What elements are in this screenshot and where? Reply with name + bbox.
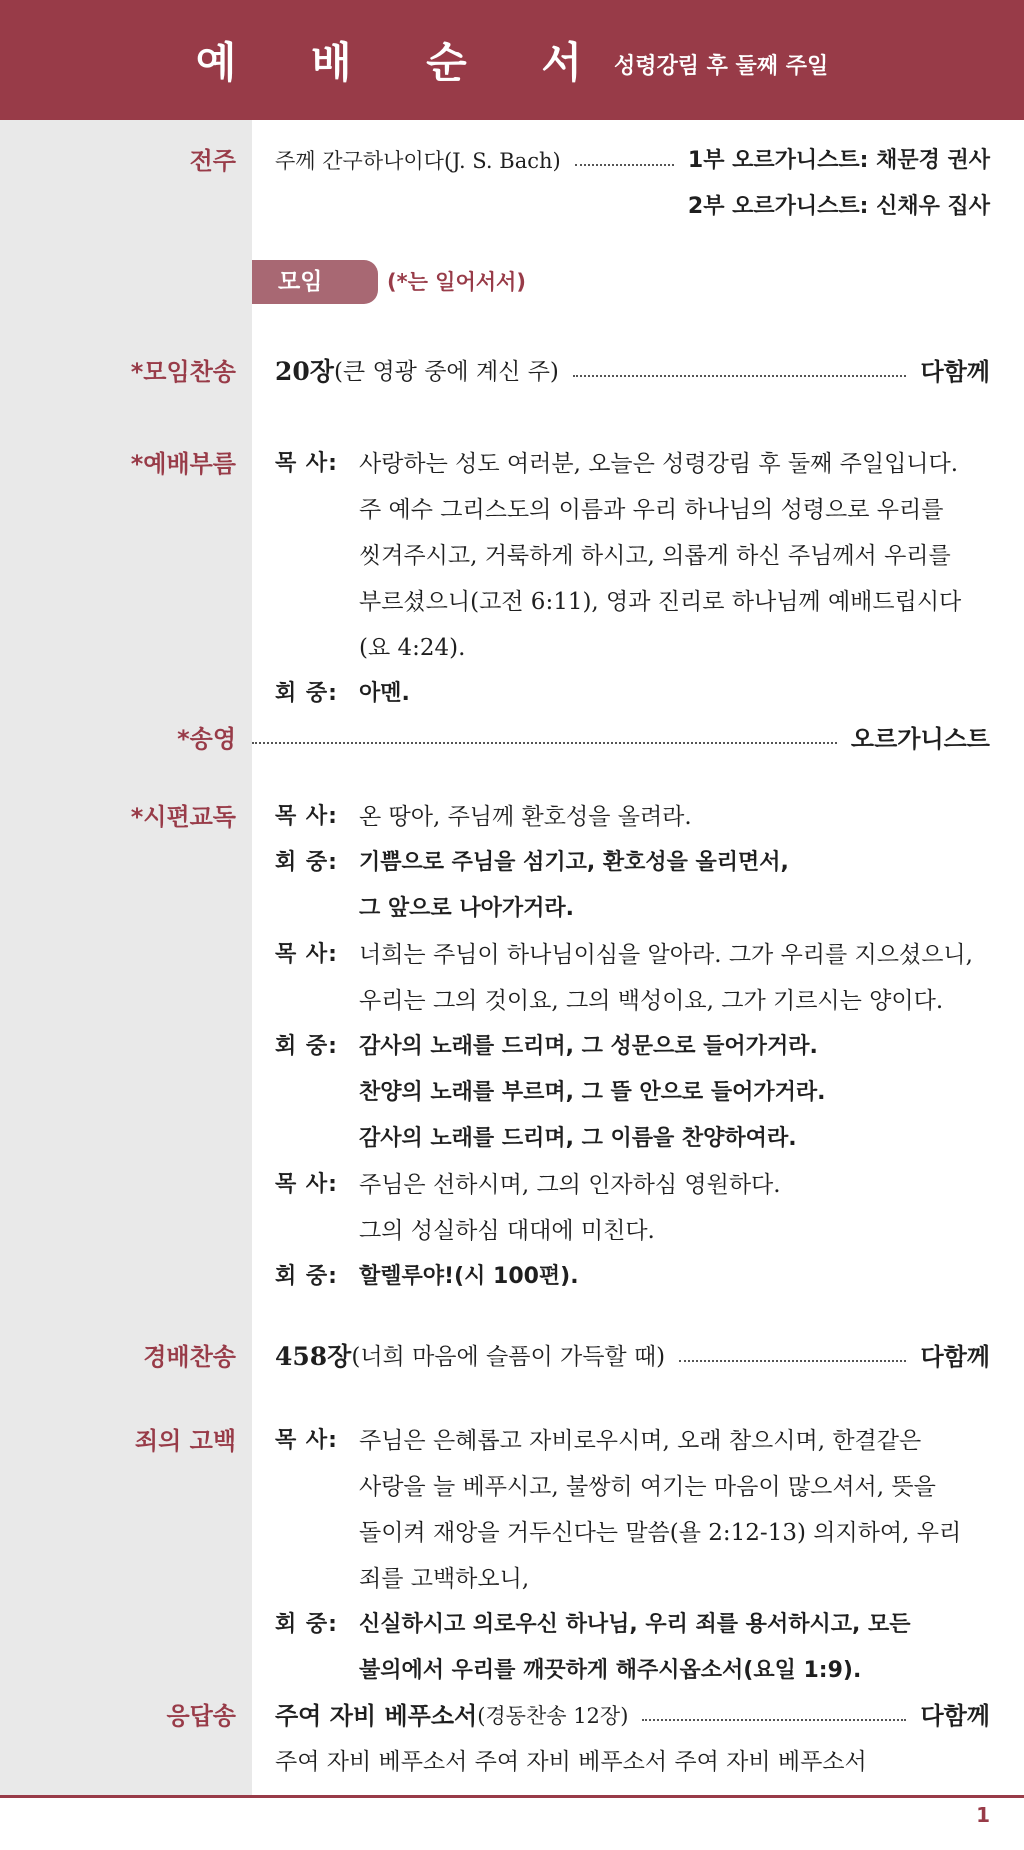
label-confession: 죄의 고백 <box>134 1427 236 1455</box>
dot-leader <box>573 375 907 377</box>
pastor-line <box>275 441 990 671</box>
speaker-tag: 회 중: <box>275 1612 338 1637</box>
hymn-performer: 다함께 <box>920 358 990 386</box>
text-line: 아멘. <box>359 681 410 706</box>
congregation-line <box>275 840 990 932</box>
page-header <box>0 0 1024 120</box>
text-line: 사랑을 늘 베푸시고, 불쌍히 여기는 마음이 많으셔서, 뜻을 <box>359 1474 936 1500</box>
pastor-line <box>275 932 990 1024</box>
footer-divider <box>0 1795 1024 1798</box>
text-line: 감사의 노래를 드리며, 그 성문으로 들어가거라. <box>359 1034 818 1059</box>
text-line: 할렐루야!(시 100편). <box>359 1264 579 1289</box>
response-performer: 다함께 <box>920 1702 990 1730</box>
text-line: (요 4:24). <box>359 635 466 661</box>
hymn-performer: 다함께 <box>920 1343 990 1371</box>
label-call-to-worship: *예배부름 <box>130 450 236 478</box>
speaker-tag: 회 중: <box>275 1264 338 1289</box>
label-prelude: 전주 <box>189 147 236 175</box>
text-line: 주님은 은혜롭고 자비로우시며, 오래 참으시며, 한결같은 <box>359 1428 922 1454</box>
congregation-line <box>275 671 990 717</box>
page-subtitle: 성령강림 후 둘째 주일 <box>613 53 829 79</box>
speaker-tag: 목 사: <box>275 1172 338 1197</box>
organist-2: 2부 오르가니스트: 신채우 집사 <box>687 194 990 219</box>
text-line: 우리는 그의 것이요, 그의 백성이요, 그가 기르시는 양이다. <box>359 988 944 1014</box>
prelude-row <box>275 138 990 230</box>
text-line: 찬양의 노래를 부르며, 그 뜰 안으로 들어가거라. <box>359 1080 826 1105</box>
confession-block <box>275 1418 990 1694</box>
standing-note: (*는 일어서서) <box>387 270 526 294</box>
response-row <box>275 1693 990 1739</box>
pastor-line <box>275 1162 990 1254</box>
hymn-number: 458장 <box>275 1342 352 1371</box>
speaker-tag: 목 사: <box>275 1428 338 1453</box>
response-block <box>275 1693 990 1785</box>
hymn-title: (큰 영광 중에 계신 주) <box>333 359 559 385</box>
label-psalter: *시편교독 <box>130 803 236 831</box>
speaker-tag: 회 중: <box>275 850 338 875</box>
congregation-line <box>275 1024 990 1162</box>
text-line: 너희는 주님이 하나님이심을 알아라. 그가 우리를 지으셨으니, <box>359 942 973 968</box>
label-doxology: *송영 <box>177 725 236 753</box>
hymn-number: 20장 <box>275 357 334 386</box>
text-line: 주 예수 그리스도의 이름과 우리 하나님의 성령으로 우리를 <box>359 497 944 523</box>
speaker-tag: 목 사: <box>275 942 338 967</box>
pastor-line <box>275 794 990 840</box>
label-worship-hymn: 경배찬송 <box>143 1343 236 1371</box>
text-line: 부르셨으니(고전 6:11), 영과 진리로 하나님께 예배드립시다 <box>359 589 962 615</box>
prelude-piece: 주께 간구하나이다(J. S. Bach) <box>275 149 561 173</box>
hymn-title: (너희 마음에 슬픔이 가득할 때) <box>351 1344 666 1370</box>
worship-hymn-row <box>275 1334 990 1380</box>
gathering-hymn-row <box>275 349 990 395</box>
text-line: 돌이켜 재앙을 거두신다는 말씀(욜 2:12-13) 의지하여, 우리 <box>359 1520 962 1546</box>
speaker-tag: 회 중: <box>275 1034 338 1059</box>
text-line: 불의에서 우리를 깨끗하게 해주시옵소서(요일 1:9). <box>359 1658 862 1683</box>
label-gathering-hymn: *모임찬송 <box>130 358 236 386</box>
congregation-line <box>275 1602 990 1694</box>
response-title: 주여 자비 베푸소서 <box>275 1702 478 1730</box>
call-to-worship-block <box>275 441 990 717</box>
doxology-performer: 오르가니스트 <box>850 725 990 753</box>
response-lyrics: 주여 자비 베푸소서 주여 자비 베푸소서 주여 자비 베푸소서 <box>275 1749 867 1775</box>
text-line: 신실하시고 의로우신 하나님, 우리 죄를 용서하시고, 모든 <box>359 1612 911 1637</box>
dot-leader <box>575 164 674 166</box>
congregation-line <box>275 1254 990 1300</box>
organist-1: 1부 오르가니스트: 채문경 권사 <box>687 148 990 173</box>
text-line: 죄를 고백하오니, <box>359 1566 530 1592</box>
dot-leader <box>252 742 837 744</box>
text-line: 씻겨주시고, 거룩하게 하시고, 의롭게 하신 주님께서 우리를 <box>359 543 951 569</box>
text-line: 온 땅아, 주님께 환호성을 올려라. <box>359 804 692 830</box>
speaker-tag: 회 중: <box>275 681 338 706</box>
text-line: 그 앞으로 나아가거라. <box>359 896 574 921</box>
page-title: 예 배 순 서 <box>195 38 612 87</box>
text-line: 사랑하는 성도 여러분, 오늘은 성령강림 후 둘째 주일입니다. <box>359 451 959 477</box>
text-line: 그의 성실하심 대대에 미친다. <box>359 1218 655 1244</box>
psalter-block <box>275 794 990 1300</box>
response-source: (경동찬송 12장) <box>477 1704 629 1728</box>
speaker-tag: 목 사: <box>275 804 338 829</box>
dot-leader <box>642 1719 906 1721</box>
pastor-line <box>275 1418 990 1602</box>
text-line: 기쁨으로 주님을 섬기고, 환호성을 올리면서, <box>359 850 789 875</box>
page-number: 1 <box>976 1803 990 1827</box>
doxology-row <box>252 716 990 762</box>
dot-leader <box>679 1360 906 1362</box>
text-line: 감사의 노래를 드리며, 그 이름을 찬양하여라. <box>359 1126 797 1151</box>
label-response: 응답송 <box>166 1702 236 1730</box>
speaker-tag: 목 사: <box>275 451 338 476</box>
gathering-pill: 모임 <box>252 260 378 304</box>
text-line: 주님은 선하시며, 그의 인자하심 영원하다. <box>359 1172 781 1198</box>
